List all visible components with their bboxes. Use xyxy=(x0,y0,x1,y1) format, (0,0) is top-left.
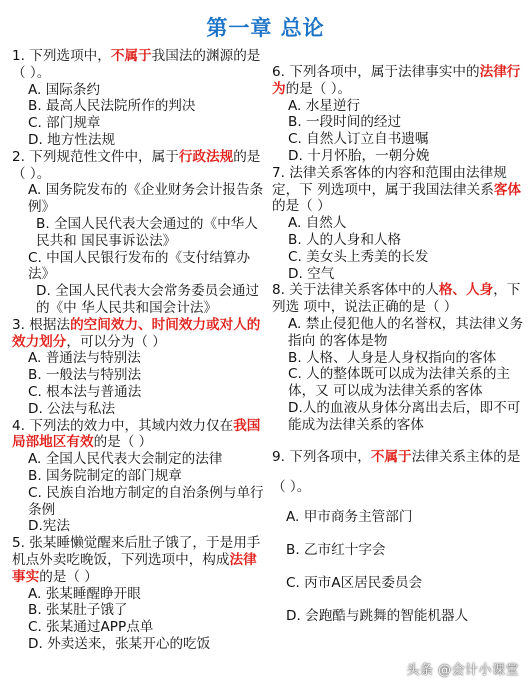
right-column xyxy=(272,48,524,640)
question-2 xyxy=(12,149,264,317)
option: C. 部门规章 xyxy=(28,115,101,132)
option: B. 乙市红十字会 xyxy=(286,541,386,558)
option: D.人的血液从身体分离出去后，即不可能成为法律关系的客体 xyxy=(288,399,521,433)
option: B. 人格、人身是人身权指向的客体 xyxy=(288,349,497,366)
question-text: 5. 张某睡懒觉醒来后肚子饿了，于是用手机点外卖吃晚饭，下列选项中，构成法律事实的是（ ） xyxy=(12,535,261,585)
question-7 xyxy=(272,165,524,283)
question-text: 8. 关于法律关系客体中的人格、人身，下列选 项中，说法正确的是（ ） xyxy=(272,282,521,316)
left-column xyxy=(12,48,264,653)
question-text: 6. 下列各项中，属于法律事实中的法律行为的是（ ）。 xyxy=(272,64,521,97)
option: C. 人的整体既可以成为法律关系的主体，又 可以成为法律关系的客体 xyxy=(288,366,511,400)
option: A. 禁止侵犯他人的名誉权，其法律义务指向 的客体是物 xyxy=(288,315,524,349)
option: D. 空气 xyxy=(288,265,335,282)
option: B. 一段时间的经过 xyxy=(288,114,402,131)
question-1 xyxy=(12,48,264,149)
question-6 xyxy=(272,64,524,165)
question-text: 1. 下列选项中，不属于我国法的渊源的是（ ）。 xyxy=(12,48,261,81)
option: C. 根本法与普通法 xyxy=(28,383,142,400)
option: C. 自然人订立自书遗嘱 xyxy=(288,131,429,148)
question-4 xyxy=(12,418,264,536)
question-3 xyxy=(12,317,264,418)
option: B. 全国人民代表大会通过的《中华人民共和 国民事诉讼法》 xyxy=(36,215,258,249)
option: A. 水星逆行 xyxy=(288,97,361,114)
question-text: 9. 下列各项中，不属于法律关系主体的是（ ）。 xyxy=(272,448,521,495)
option: A. 自然人 xyxy=(288,215,347,232)
option: C. 张某通过APP点单 xyxy=(28,619,154,636)
option: B. 最高人民法院所作的判决 xyxy=(28,98,196,115)
page-title: 第一章 总论 xyxy=(206,16,325,40)
option: A. 国际条约 xyxy=(28,81,101,98)
option: D. 十月怀胎，一朝分娩 xyxy=(288,147,430,164)
option: A. 张某睡醒睁开眼 xyxy=(28,585,141,602)
option: A. 国务院发布的《企业财务会计报告条例》 xyxy=(28,182,264,216)
option: D. 全国人民代表大会常务委员会通过的《中 华人民共和国会计法》 xyxy=(36,283,260,316)
option: A. 普通法与特别法 xyxy=(28,350,141,367)
option: C. 丙市A区居民委员会 xyxy=(286,574,423,591)
option: C. 中国人民银行发布的《支付结算办法》 xyxy=(28,249,251,283)
question-text: 4. 下列法的效力中，其域内效力仅在我国局部地区有效的是（ ） xyxy=(12,417,261,451)
question-5 xyxy=(12,535,264,653)
option: B. 人的人身和人格 xyxy=(288,231,402,248)
option: B. 一般法与特别法 xyxy=(28,367,142,384)
option: B. 国务院制定的部门规章 xyxy=(28,467,182,484)
option: D.宪法 xyxy=(28,518,70,535)
option: D. 公法与私法 xyxy=(28,400,116,417)
question-8 xyxy=(272,282,524,433)
option: D. 外卖送来，张某开心的吃饭 xyxy=(28,635,211,652)
option: B. 张某肚子饿了 xyxy=(28,602,128,619)
option: C. 美女头上秀美的长发 xyxy=(288,248,429,265)
option: A. 全国人民代表大会制定的法律 xyxy=(28,451,223,468)
question-text: 3. 根据法的空间效力、时间效力或对人的效力划分，可以分为（ ） xyxy=(12,316,261,350)
option: D. 地方性法规 xyxy=(28,131,116,148)
watermark: 头条 @会计小课堂 xyxy=(406,663,519,678)
option: C. 民族自治地方制定的自治条例与单行条例 xyxy=(28,484,264,518)
option: D. 会跑酷与跳舞的智能机器人 xyxy=(286,607,469,624)
question-text: 2. 下列规范性文件中，属于行政法规的是（ ）。 xyxy=(12,148,261,182)
option: A. 甲市商务主管部门 xyxy=(286,508,413,525)
question-text: 7. 法律关系客体的内容和范围由法律规定，下 列选项中，属于我国法律关系客体的是（ ） xyxy=(272,164,522,215)
question-9 xyxy=(272,442,524,625)
